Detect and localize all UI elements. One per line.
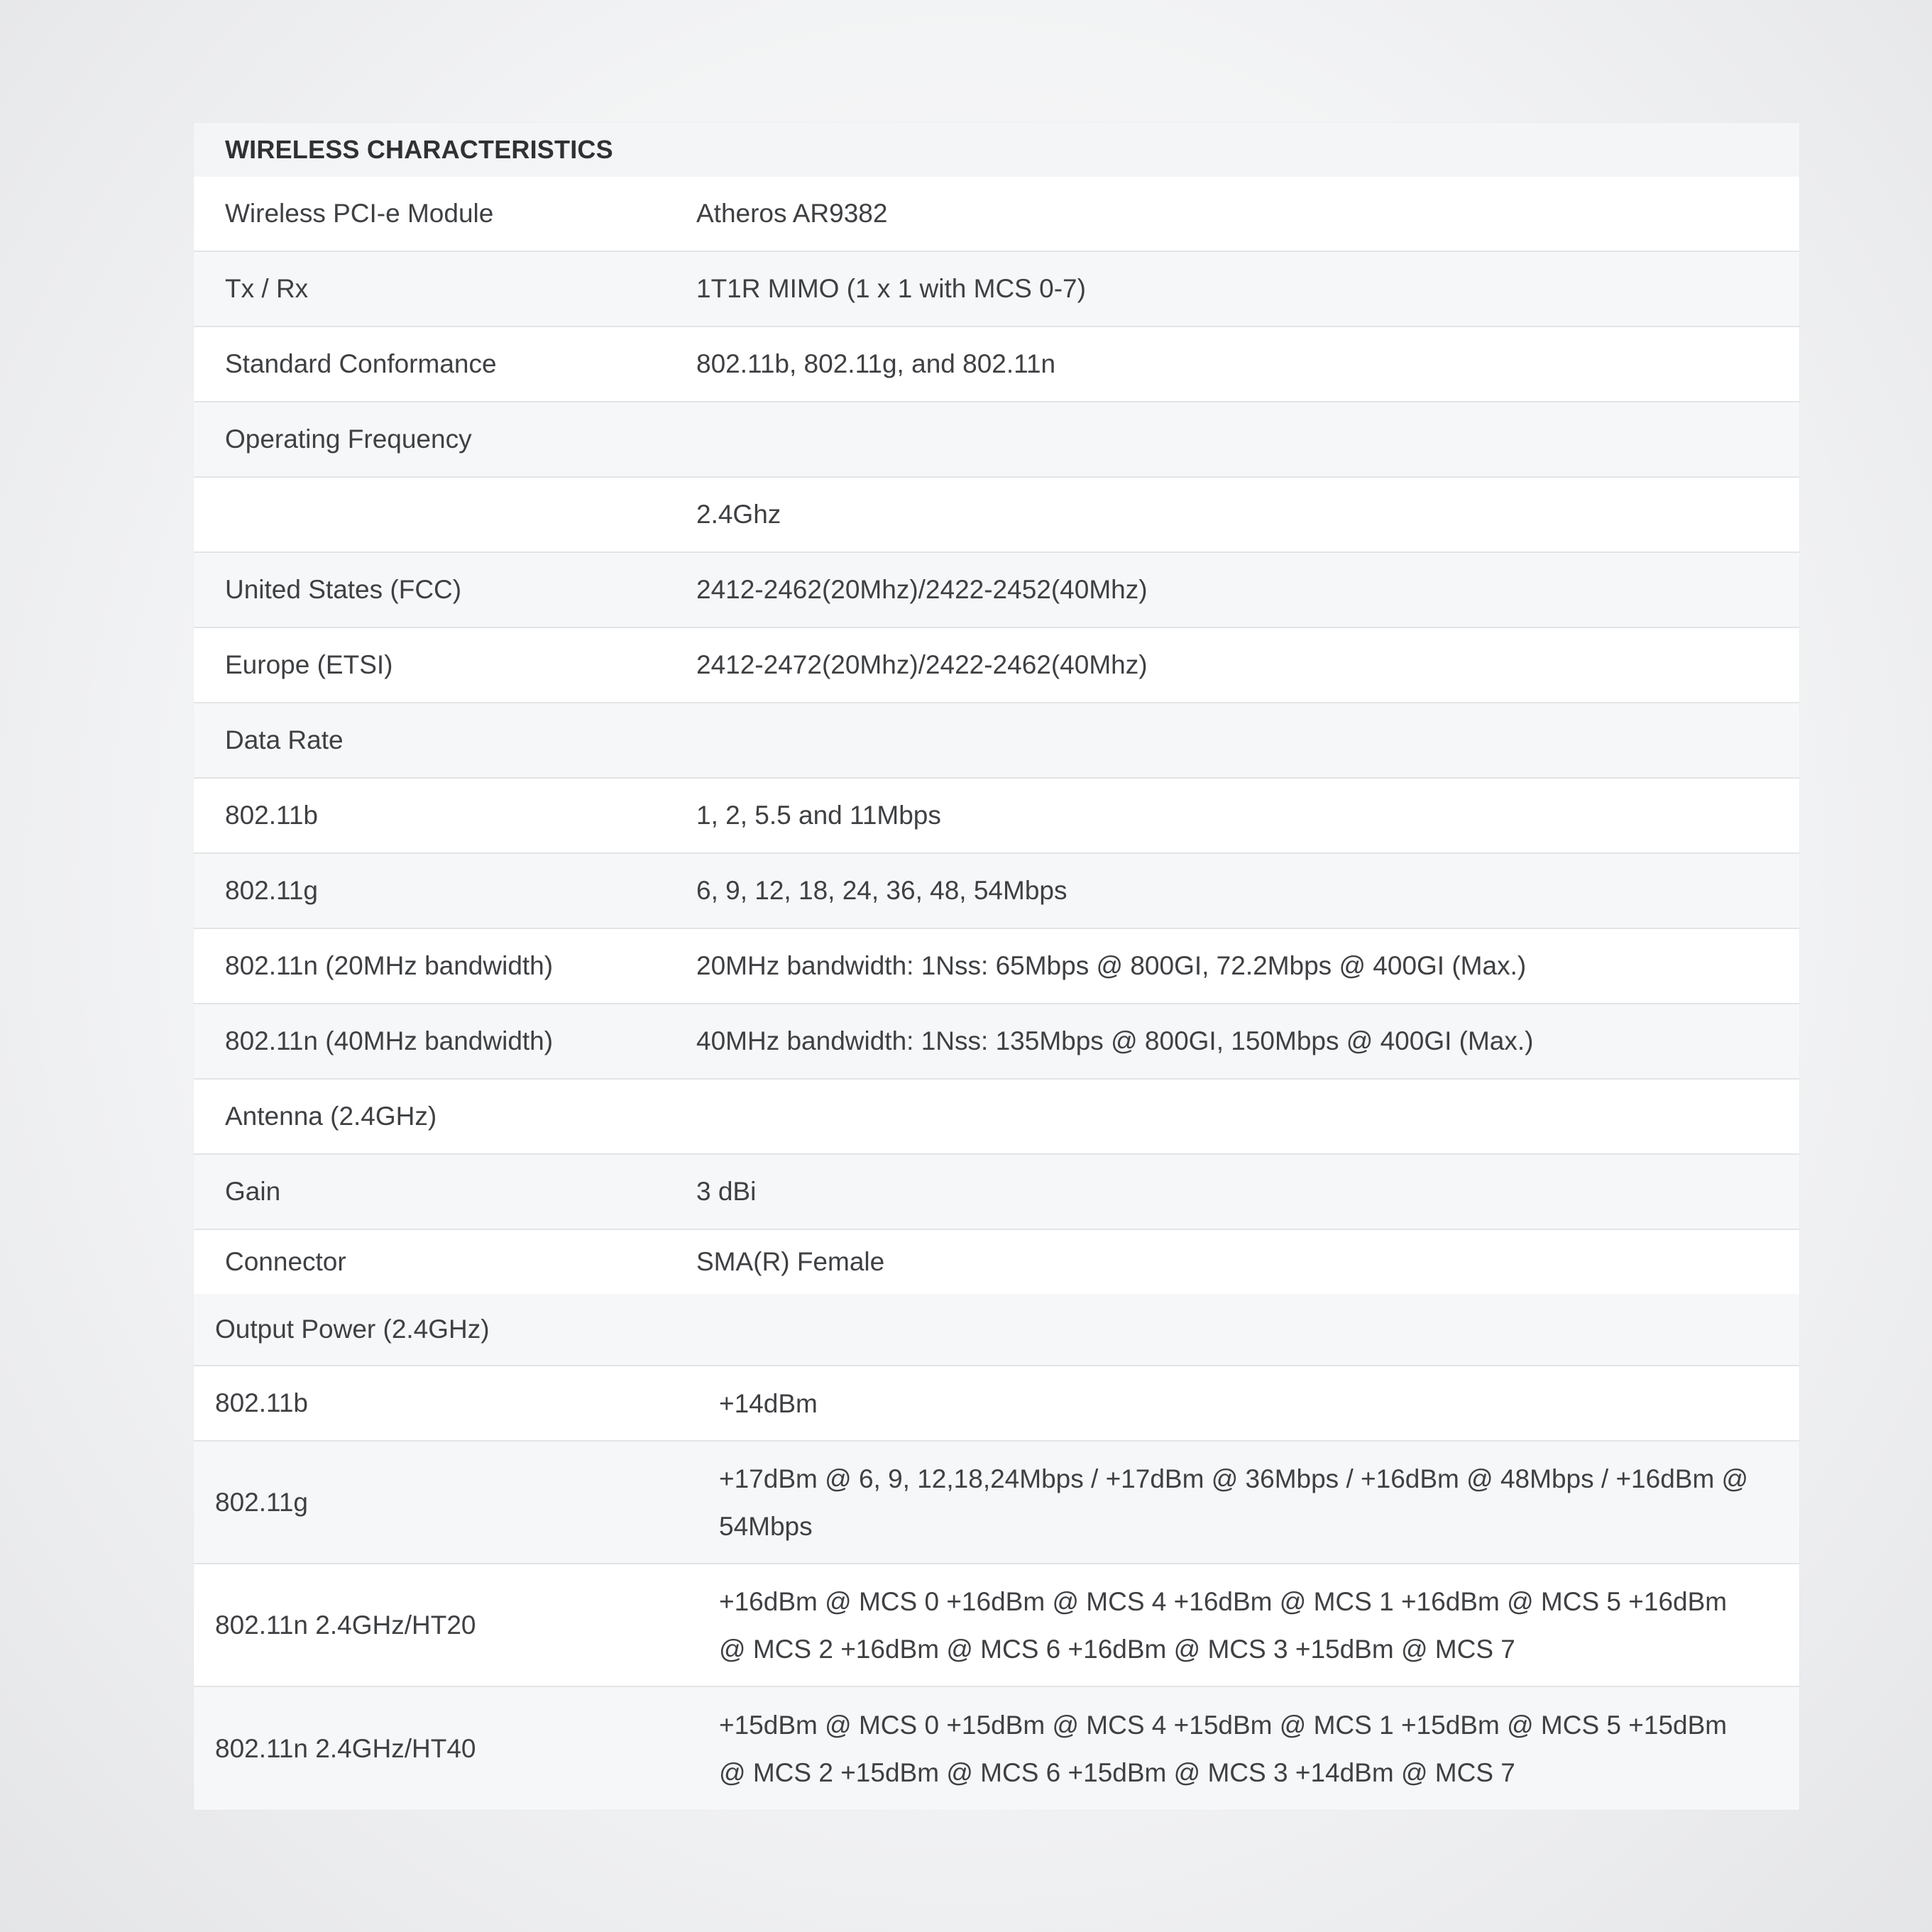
- output-power-row-value: +15dBm @ MCS 0 +15dBm @ MCS 4 +15dBm @ MCS 1 +15dBm @ MCS 5 +15dBm @ MCS 2 +15dBm @ MCS 6 +15dBm @ MCS 3 +14dBm @ MCS 7: [719, 1710, 1728, 1787]
- output-power-row: [194, 1564, 1799, 1687]
- spec-label: United States (FCC): [225, 575, 462, 604]
- output-power-row: [194, 1687, 1799, 1810]
- spec-label: Antenna (2.4GHz): [225, 1102, 437, 1131]
- spec-value: 2412-2472(20Mhz)/2422-2462(40Mhz): [696, 650, 1148, 679]
- spec-row: [194, 478, 1799, 553]
- output-power-row-value: +16dBm @ MCS 0 +16dBm @ MCS 4 +16dBm @ MCS 1 +16dBm @ MCS 5 +16dBm @ MCS 2 +16dBm @ MCS 6 +16dBm @ MCS 3 +15dBm @ MCS 7: [719, 1586, 1728, 1664]
- output-power-section: [194, 1294, 1799, 1810]
- spec-label: Standard Conformance: [225, 349, 497, 378]
- spec-row: [194, 1004, 1799, 1080]
- output-power-row: [194, 1442, 1799, 1564]
- section-title: WIRELESS CHARACTERISTICS: [194, 123, 1799, 177]
- spec-row: [194, 177, 1799, 252]
- output-power-header: [194, 1294, 1799, 1366]
- spec-value: 1T1R MIMO (1 x 1 with MCS 0-7): [696, 274, 1086, 303]
- output-power-row-label: 802.11n 2.4GHz/HT20: [215, 1610, 476, 1640]
- spec-row: [194, 628, 1799, 703]
- spec-row: [194, 854, 1799, 929]
- spec-value: 802.11b, 802.11g, and 802.11n: [696, 349, 1056, 378]
- spec-value: 20MHz bandwidth: 1Nss: 65Mbps @ 800GI, 72.2Mbps @ 400GI (Max.): [696, 951, 1527, 980]
- spec-row: [194, 553, 1799, 628]
- spec-row: [194, 929, 1799, 1004]
- spec-value: 40MHz bandwidth: 1Nss: 135Mbps @ 800GI, 150Mbps @ 400GI (Max.): [696, 1026, 1534, 1055]
- spec-rows: [194, 177, 1799, 1294]
- spec-row: [194, 779, 1799, 854]
- output-power-row-label: 802.11b: [215, 1388, 308, 1417]
- spec-value: 3 dBi: [696, 1177, 757, 1206]
- output-power-row: [194, 1366, 1799, 1442]
- wireless-spec-table: [194, 123, 1799, 1810]
- spec-value: Atheros AR9382: [696, 199, 888, 228]
- output-power-row-value: +14dBm: [719, 1388, 818, 1418]
- spec-label: 802.11n (20MHz bandwidth): [225, 951, 554, 980]
- spec-row: [194, 1155, 1799, 1230]
- spec-label: 802.11n (40MHz bandwidth): [225, 1026, 554, 1055]
- spec-label: Operating Frequency: [225, 424, 472, 454]
- spec-label: Tx / Rx: [225, 274, 309, 303]
- spec-row: [194, 1080, 1799, 1155]
- output-power-row-value: +17dBm @ 6, 9, 12,18,24Mbps / +17dBm @ 36Mbps / +16dBm @ 48Mbps / +16dBm @ 54Mbps: [719, 1464, 1749, 1541]
- spec-label: Connector: [225, 1247, 346, 1276]
- output-power-row-label: 802.11g: [215, 1487, 308, 1517]
- spec-label: Gain: [225, 1177, 281, 1206]
- spec-value: 2.4Ghz: [696, 500, 781, 529]
- spec-value: 2412-2462(20Mhz)/2422-2452(40Mhz): [696, 575, 1148, 604]
- output-power-row-label: 802.11n 2.4GHz/HT40: [215, 1733, 476, 1763]
- spec-row: [194, 1230, 1799, 1294]
- spec-row: [194, 252, 1799, 327]
- spec-label: Data Rate: [225, 725, 344, 754]
- spec-value: 1, 2, 5.5 and 11Mbps: [696, 801, 941, 830]
- spec-value: SMA(R) Female: [696, 1247, 885, 1276]
- spec-row: [194, 327, 1799, 402]
- spec-label: Wireless PCI-e Module: [225, 199, 494, 228]
- spec-row: [194, 703, 1799, 779]
- output-power-label: Output Power (2.4GHz): [215, 1314, 490, 1344]
- spec-row: [194, 402, 1799, 478]
- spec-label: 802.11g: [225, 876, 318, 905]
- spec-value: 6, 9, 12, 18, 24, 36, 48, 54Mbps: [696, 876, 1067, 905]
- spec-label: 802.11b: [225, 801, 318, 830]
- spec-label: Europe (ETSI): [225, 650, 393, 679]
